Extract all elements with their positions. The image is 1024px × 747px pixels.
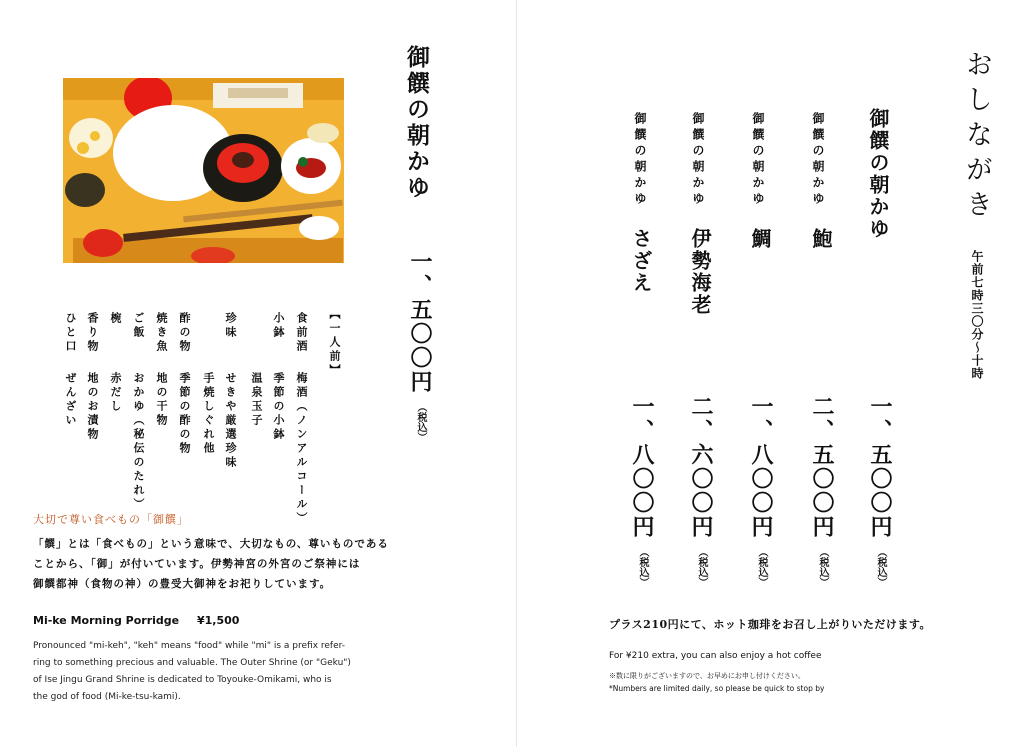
english-body-line: ring to something precious and valuable. The Outer Shrine (or "Geku") (33, 658, 351, 668)
coffee-note-en: For ¥210 extra, you can also enjoy a hot coffee (609, 651, 822, 661)
menu-item-tax: （税込） (696, 547, 707, 587)
mike-heading: 大切で尊い食べもの「御饌」 (33, 513, 189, 526)
menu-item-prefix: 御饌の朝かゆ (691, 112, 705, 208)
right-page (516, 0, 1024, 747)
menu-title: おしながき (961, 50, 992, 225)
breakfast-tray-illustration (63, 78, 344, 263)
limited-note-en: *Numbers are limited daily, so please be quick to stop by (609, 684, 825, 693)
menu-item-price-block (865, 395, 896, 587)
menu-item-prefix: 御饌の朝かゆ (751, 112, 765, 208)
course-label: 椀 (109, 312, 122, 326)
menu-item-price: 一、五〇〇円 (867, 395, 893, 539)
course-label: ひと口 (64, 312, 77, 354)
course-value: ぜんざい (64, 372, 77, 428)
course-value: 手焼しぐれ他 (202, 372, 215, 456)
menu-item-name: 伊勢海老 (688, 228, 712, 316)
course-label: 酢の物 (178, 312, 191, 354)
left-title: 御饌の朝かゆ (403, 45, 430, 201)
course-value: 赤だし (109, 372, 122, 414)
mike-body-line: 「饌」とは「食べもの」という意味で、大切なもの、尊いものである (33, 538, 389, 550)
menu-item-tax: （税込） (637, 547, 648, 587)
left-tax-note: （税込） (415, 402, 426, 442)
course-value: 梅酒（ノンアルコール） (295, 372, 308, 526)
course-value: せきや厳選珍味 (224, 372, 237, 470)
course-value: 季節の小鉢 (272, 372, 285, 442)
menu-item-name: 鮑 (809, 228, 833, 250)
menu-item-tax: （税込） (756, 547, 767, 587)
menu-item-prefix: 御饌の朝かゆ (811, 112, 825, 208)
menu-item-price: 二、五〇〇円 (809, 395, 835, 539)
mike-body-line: 御饌都神（食物の神）の豊受大御神をお祀りしています。 (33, 578, 332, 590)
menu-item-tax: （税込） (875, 547, 886, 587)
left-price: 一、五〇〇円 (407, 250, 433, 394)
menu-item-price-block (627, 395, 658, 587)
course-label: 食前酒 (295, 312, 308, 354)
mike-body-line: ことから、「御」が付いています。伊勢神宮の外宮のご祭神には (33, 558, 361, 570)
menu-item-name: 鯛 (748, 228, 772, 250)
menu-item-price-block (746, 395, 777, 587)
course-label: 焼き魚 (155, 312, 168, 354)
menu-item-name: 御饌の朝かゆ (866, 108, 890, 240)
course-value: 温泉玉子 (250, 372, 263, 428)
course-value: 季節の酢の物 (178, 372, 191, 456)
english-body-line: of Ise Jingu Grand Shrine is dedicated to Toyouke-Omikami, who is (33, 675, 332, 685)
menu-item-tax: （税込） (817, 547, 828, 587)
english-price: ¥1,500 (196, 614, 240, 627)
limited-note-jp: ※数に限りがございますので、お早めにお申し付けください。 (609, 672, 805, 680)
menu-item-name: さざえ (629, 228, 653, 294)
english-title-row (33, 614, 239, 627)
menu-item-price-block (807, 395, 838, 587)
menu-item-prefix: 御饌の朝かゆ (633, 112, 647, 208)
menu-item-price: 二、六〇〇円 (688, 395, 714, 539)
left-price-block (405, 250, 436, 442)
opening-hours: 午前七時三〇分〜十時 (970, 250, 984, 380)
english-body-line: Pronounced "mi-keh", "keh" means "food" while "mi" is a prefix refer- (33, 641, 346, 651)
breakfast-photo (63, 78, 344, 263)
course-value: おかゆ（秘伝のたれ） (132, 372, 145, 512)
menu-item-price: 一、八〇〇円 (629, 395, 655, 539)
course-value: 地の干物 (155, 372, 168, 428)
menu-item-price: 一、八〇〇円 (748, 395, 774, 539)
course-label: 小鉢 (272, 312, 285, 340)
coffee-note-jp: プラス210円にて、ホット珈琲をお召し上がりいただけます。 (609, 618, 932, 631)
english-body-line: the god of food (Mi-ke-tsu-kami). (33, 692, 181, 702)
course-header: 【一人前】 (328, 308, 341, 378)
english-title: Mi-ke Morning Porridge (33, 614, 180, 627)
course-label: ご飯 (132, 312, 145, 340)
course-value: 地のお漬物 (86, 372, 99, 442)
course-label: 香り物 (86, 312, 99, 354)
course-label: 珍味 (224, 312, 237, 340)
menu-item-price-block (686, 395, 717, 587)
